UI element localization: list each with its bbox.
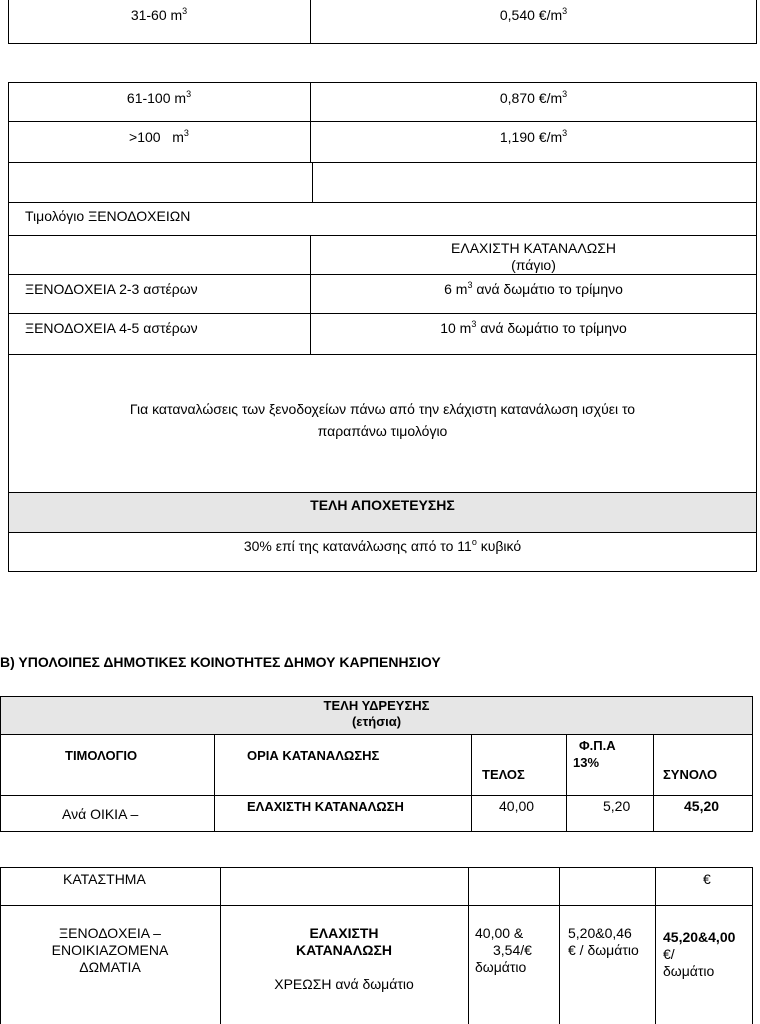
hotel-note: Για καταναλώσεις των ξενοδοχείων πάνω από την ελάχιστη κατανάλωση ισχύει το παραπάνω τιμολόγιο — [129, 401, 636, 439]
row-limits-min: ΕΛΑΧΙΣΤΗ ΚΑΤΑΝΑΛΩΣΗ — [247, 799, 404, 814]
row-tariff-house: Ανά ΟΙΚΙΑ – — [62, 806, 139, 822]
section-b-heading: Β) ΥΠΟΛΟΙΠΕΣ ΔΗΜΟΤΙΚΕΣ ΚΟΙΝΟΤΗΤΕΣ ΔΗΜΟΥ ΚΑΡΠΕΝΗΣΙΟΥ — [0, 654, 441, 670]
row-vat: 5,20 — [603, 798, 631, 814]
sewage-title: ΤΕΛΗ ΑΠΟΧΕΤΕΥΣΗΣ — [310, 497, 455, 513]
hotels-fee: 40,00 & 3,54/€ δωμάτιο — [475, 925, 532, 975]
header-tariff: ΤΙΜΟΛΟΓΙΟ — [65, 748, 138, 763]
range-61-100: 61-100 $m^3$ — [126, 89, 192, 106]
hotel-4-5-min: 10 $m^3$ ανά δωμάτιο το τρίμηνο — [440, 319, 627, 336]
hotels-total: 45,20&4,00 €/ δωμάτιο — [663, 929, 736, 979]
hotel-2-3-label: ΞΕΝΟΔΟΧΕΙΑ 2-3 αστέρων — [25, 281, 198, 297]
price-over-100: 1,190 $€/m^3$ — [499, 128, 568, 145]
range-over-100: >100 $m^3$ — [129, 128, 189, 145]
hotels-min-consumption: ΕΛΑΧΙΣΤΗ ΚΑΤΑΝΑΛΩΣΗ — [296, 925, 392, 958]
header-total: ΣΥΝΟΛΟ — [663, 767, 718, 782]
water-fees-title: ΤΕΛΗ ΥΔΡΕΥΣΗΣ (ετήσια) — [323, 698, 430, 729]
row-fee: 40,00 — [499, 798, 535, 814]
hotel-2-3-min: 6 $m^3$ ανά δωμάτιο το τρίμηνο — [444, 280, 623, 297]
sewage-text: 30% επί της κατανάλωσης από το $11^o$ κυβικό — [243, 537, 522, 554]
min-consumption-header: ΕΛΑΧΙΣΤΗ ΚΑΤΑΝΑΛΩΣΗ (πάγιο) — [451, 240, 616, 273]
price-61-100: 0,870 $€/m^3$ — [499, 89, 568, 106]
header-fee: ΤΕΛΟΣ — [482, 767, 525, 782]
range-31-60: 31-60 $m^3$ — [130, 6, 188, 23]
hotel-4-5-label: ΞΕΝΟΔΟΧΕΙΑ 4-5 αστέρων — [25, 320, 198, 336]
shop-label: ΚΑΤΑΣΤΗΜΑ — [63, 871, 146, 887]
hotels-room-charge: ΧΡΕΩΣΗ ανά δωμάτιο — [274, 976, 414, 992]
header-limits: ΟΡΙΑ ΚΑΤΑΝΑΛΩΣΗΣ — [247, 748, 380, 763]
hotel-tariff-title: Τιμολόγιο ΞΕΝΟΔΟΧΕΙΩΝ — [25, 208, 191, 224]
price-31-60: 0,540 $€/m^3$ — [499, 6, 568, 23]
header-vat: Φ.Π.Α 13% — [573, 738, 616, 770]
shop-total-currency: € — [703, 871, 711, 887]
hotels-vat: 5,20&0,46 € / δωμάτιο — [568, 925, 639, 958]
hotels-rooms-label: ΞΕΝΟΔΟΧΕΙΑ – ΕΝΟΙΚΙΑΖΟΜΕΝΑ ΔΩΜΑΤΙΑ — [51, 925, 169, 975]
row-total: 45,20 — [684, 798, 720, 814]
